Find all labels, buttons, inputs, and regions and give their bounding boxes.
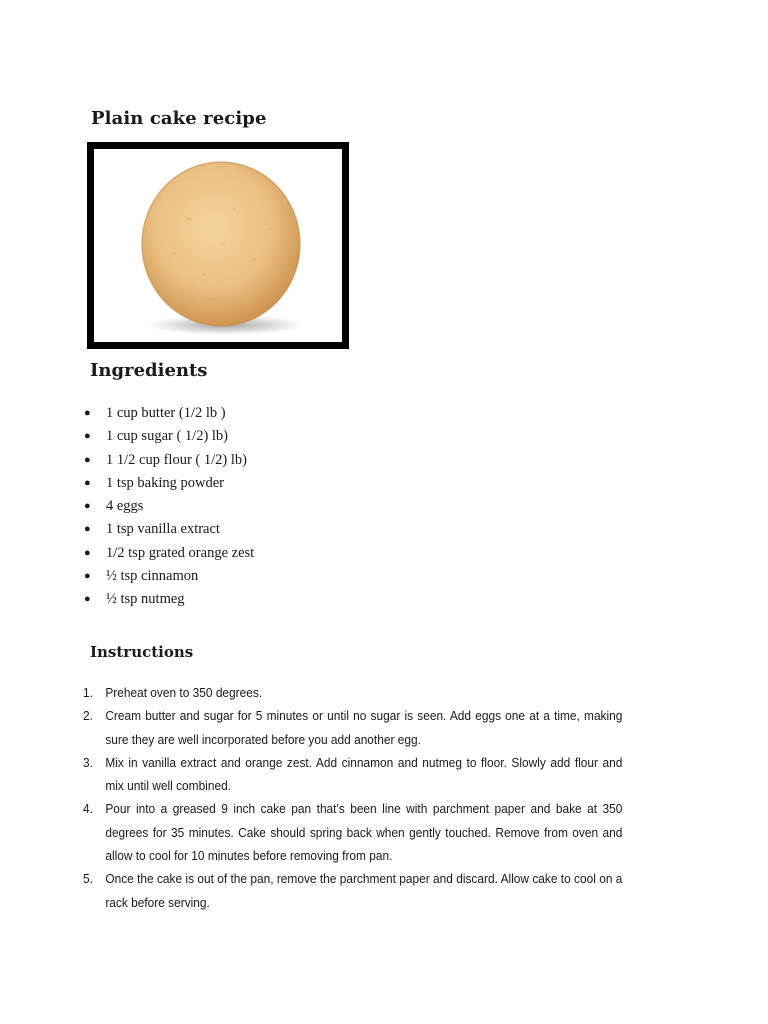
ingredient-text: 1 1/2 cup flour ( 1/2) lb): [106, 451, 247, 468]
step-text: Cream butter and sugar for 5 minutes or until no sugar is seen. Add eggs one at a time, making sure they are well incorporated before you add another egg.: [105, 708, 623, 747]
bullet-icon: ●: [84, 476, 91, 489]
step-text: Mix in vanilla extract and orange zest. Add cinnamon and nutmeg to floor. Slowly add flour and mix until well combined.: [105, 754, 623, 794]
ingredient-text: ½ tsp cinnamon: [106, 568, 199, 585]
bullet-icon: ●: [84, 593, 91, 606]
ingredient-item: [84, 495, 254, 518]
ingredient-text: 1 cup butter (1/2 lb ): [106, 405, 226, 421]
ingredient-text: 4 eggs: [106, 498, 144, 515]
step-number: 5.: [83, 871, 93, 887]
instruction-step: [83, 751, 622, 798]
step-text: Preheat oven to 350 degrees.: [105, 685, 263, 700]
instruction-step: [83, 867, 622, 914]
bullet-icon: ●: [84, 407, 91, 419]
instructions-list: [83, 681, 622, 914]
ingredient-text: 1 cup sugar ( 1/2) lb): [106, 428, 229, 445]
step-number: 2.: [83, 708, 93, 724]
ingredient-item: [84, 588, 254, 611]
ingredient-text: ½ tsp nutmeg: [106, 591, 185, 608]
ingredients-list: [84, 402, 254, 612]
page-title: Plain cake recipe: [91, 108, 267, 129]
bullet-icon: ●: [84, 500, 91, 513]
step-number: 4.: [83, 801, 93, 817]
ingredient-item: [84, 425, 254, 448]
ingredient-item: [84, 449, 254, 472]
step-number: 3.: [83, 754, 93, 770]
instructions-heading: Instructions: [90, 643, 194, 661]
cake-image: [94, 149, 342, 342]
bullet-icon: ●: [84, 453, 91, 466]
bullet-icon: ●: [84, 430, 91, 443]
bullet-icon: ●: [84, 546, 91, 559]
ingredient-item: [84, 518, 254, 541]
ingredient-text: 1 tsp vanilla extract: [106, 521, 220, 538]
cake-photo: [87, 142, 349, 349]
step-text: Pour into a greased 9 inch cake pan that's been line with parchment paper and bake at 350 degrees for 35 minutes. Cake should spring back when gently touched. Remove from oven and allow to cool for 10 minutes before removing from pan.: [105, 801, 623, 864]
instruction-step: [83, 681, 622, 704]
ingredient-item: [84, 542, 254, 565]
instruction-step: [83, 797, 622, 867]
bullet-icon: ●: [84, 570, 91, 583]
ingredient-text: 1 tsp baking powder: [106, 474, 224, 491]
ingredient-item: [84, 565, 254, 588]
step-number: 1.: [83, 685, 93, 700]
ingredient-text: 1/2 tsp grated orange zest: [106, 544, 255, 561]
instruction-step: [83, 704, 622, 751]
ingredients-heading: Ingredients: [90, 360, 208, 381]
step-text: Once the cake is out of the pan, remove the parchment paper and discard. Allow cake to cool on a rack before serving.: [105, 871, 623, 910]
bullet-icon: ●: [84, 523, 91, 536]
ingredient-item: [84, 402, 254, 425]
ingredient-item: [84, 472, 254, 495]
